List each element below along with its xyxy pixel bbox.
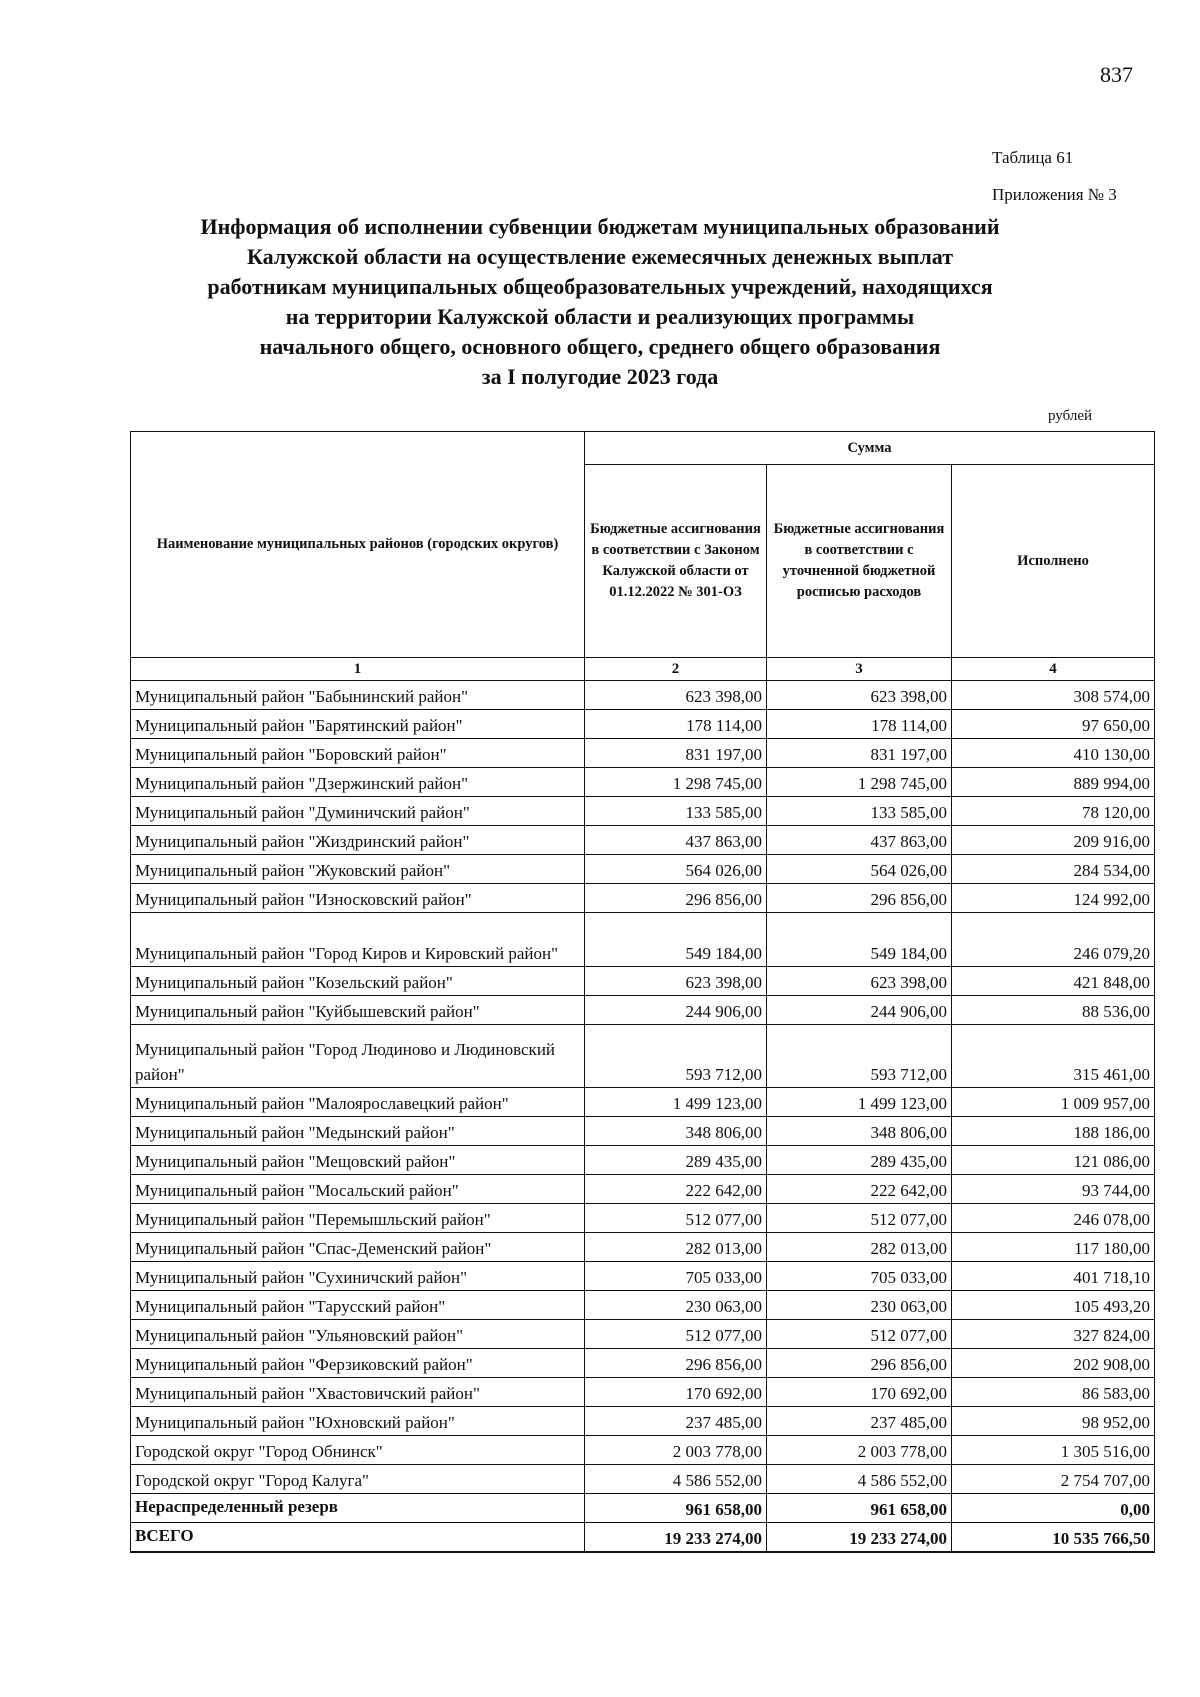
row-name: Муниципальный район "Жуковский район"	[131, 855, 585, 884]
cell-refined-allocation: 19 233 274,00	[767, 1523, 952, 1552]
cell-law-allocation: 623 398,00	[585, 967, 767, 996]
cell-executed: 410 130,00	[952, 739, 1155, 768]
cell-executed: 124 992,00	[952, 884, 1155, 913]
row-name: Муниципальный район "Жиздринский район"	[131, 826, 585, 855]
cell-refined-allocation: 244 906,00	[767, 996, 952, 1025]
cell-refined-allocation: 170 692,00	[767, 1378, 952, 1407]
row-name: Муниципальный район "Город Людиново и Людиновский район"	[131, 1025, 585, 1088]
cell-law-allocation: 2 003 778,00	[585, 1436, 767, 1465]
row-name: Муниципальный район "Износковский район"	[131, 884, 585, 913]
row-name: ВСЕГО	[131, 1523, 585, 1552]
cell-refined-allocation: 237 485,00	[767, 1407, 952, 1436]
cell-executed: 209 916,00	[952, 826, 1155, 855]
cell-executed: 889 994,00	[952, 768, 1155, 797]
title-line: Информация об исполнении субвенции бюджетам муниципальных образований	[200, 214, 1000, 239]
cell-law-allocation: 222 642,00	[585, 1175, 767, 1204]
cell-law-allocation: 244 906,00	[585, 996, 767, 1025]
table-row	[131, 1349, 1155, 1378]
row-name: Муниципальный район "Думиничский район"	[131, 797, 585, 826]
reserve-row	[131, 1494, 1155, 1523]
header-sum: Сумма	[585, 432, 1155, 465]
row-name: Муниципальный район "Ульяновский район"	[131, 1320, 585, 1349]
row-name: Муниципальный район "Медынский район"	[131, 1117, 585, 1146]
cell-law-allocation: 296 856,00	[585, 884, 767, 913]
cell-law-allocation: 564 026,00	[585, 855, 767, 884]
cell-executed: 327 824,00	[952, 1320, 1155, 1349]
cell-refined-allocation: 564 026,00	[767, 855, 952, 884]
cell-refined-allocation: 623 398,00	[767, 681, 952, 710]
table-row	[131, 1291, 1155, 1320]
cell-executed: 188 186,00	[952, 1117, 1155, 1146]
cell-refined-allocation: 222 642,00	[767, 1175, 952, 1204]
cell-refined-allocation: 549 184,00	[767, 913, 952, 967]
cell-law-allocation: 133 585,00	[585, 797, 767, 826]
cell-law-allocation: 348 806,00	[585, 1117, 767, 1146]
cell-refined-allocation: 178 114,00	[767, 710, 952, 739]
table-body	[131, 681, 1155, 1552]
cell-law-allocation: 19 233 274,00	[585, 1523, 767, 1552]
column-number: 4	[952, 658, 1155, 681]
row-name: Муниципальный район "Куйбышевский район"	[131, 996, 585, 1025]
cell-executed: 86 583,00	[952, 1378, 1155, 1407]
cell-law-allocation: 705 033,00	[585, 1262, 767, 1291]
table-row	[131, 1025, 1155, 1088]
cell-refined-allocation: 512 077,00	[767, 1320, 952, 1349]
cell-law-allocation: 1 298 745,00	[585, 768, 767, 797]
row-name: Муниципальный район "Малоярославецкий район"	[131, 1088, 585, 1117]
cell-refined-allocation: 282 013,00	[767, 1233, 952, 1262]
cell-executed: 121 086,00	[952, 1146, 1155, 1175]
title-line: Калужской области на осуществление ежемесячных денежных выплат	[246, 244, 954, 269]
cell-executed: 202 908,00	[952, 1349, 1155, 1378]
table-row	[131, 1146, 1155, 1175]
row-name: Муниципальный район "Город Киров и Кировский район"	[131, 913, 585, 967]
title-line: за I полугодие 2023 года	[481, 364, 719, 389]
table-row	[131, 1465, 1155, 1494]
cell-executed: 401 718,10	[952, 1262, 1155, 1291]
row-name: Муниципальный район "Спас-Деменский район"	[131, 1233, 585, 1262]
table-row	[131, 1378, 1155, 1407]
table-row	[131, 797, 1155, 826]
document-title	[150, 212, 1050, 392]
cell-executed: 117 180,00	[952, 1233, 1155, 1262]
cell-refined-allocation: 593 712,00	[767, 1025, 952, 1088]
header-name-column: Наименование муниципальных районов (городских округов)	[131, 432, 585, 658]
cell-executed: 78 120,00	[952, 797, 1155, 826]
cell-executed: 246 079,20	[952, 913, 1155, 967]
cell-refined-allocation: 289 435,00	[767, 1146, 952, 1175]
table-row	[131, 681, 1155, 710]
cell-law-allocation: 512 077,00	[585, 1204, 767, 1233]
row-name: Муниципальный район "Барятинский район"	[131, 710, 585, 739]
cell-refined-allocation: 2 003 778,00	[767, 1436, 952, 1465]
cell-refined-allocation: 1 298 745,00	[767, 768, 952, 797]
table-row	[131, 884, 1155, 913]
cell-refined-allocation: 705 033,00	[767, 1262, 952, 1291]
cell-refined-allocation: 831 197,00	[767, 739, 952, 768]
cell-law-allocation: 437 863,00	[585, 826, 767, 855]
cell-executed: 98 952,00	[952, 1407, 1155, 1436]
row-name: Муниципальный район "Боровский район"	[131, 739, 585, 768]
table-row	[131, 739, 1155, 768]
table-row	[131, 710, 1155, 739]
cell-law-allocation: 178 114,00	[585, 710, 767, 739]
cell-law-allocation: 593 712,00	[585, 1025, 767, 1088]
table-row	[131, 1175, 1155, 1204]
table-row	[131, 1436, 1155, 1465]
cell-executed: 246 078,00	[952, 1204, 1155, 1233]
cell-executed: 284 534,00	[952, 855, 1155, 884]
row-name: Городской округ "Город Калуга"	[131, 1465, 585, 1494]
row-name: Муниципальный район "Мещовский район"	[131, 1146, 585, 1175]
row-name: Муниципальный район "Дзержинский район"	[131, 768, 585, 797]
row-name: Муниципальный район "Бабынинский район"	[131, 681, 585, 710]
cell-law-allocation: 831 197,00	[585, 739, 767, 768]
cell-law-allocation: 623 398,00	[585, 681, 767, 710]
column-number: 3	[767, 658, 952, 681]
row-name: Нераспределенный резерв	[131, 1494, 585, 1523]
total-row	[131, 1523, 1155, 1552]
table-row	[131, 913, 1155, 967]
cell-refined-allocation: 230 063,00	[767, 1291, 952, 1320]
row-name: Муниципальный район "Тарусский район"	[131, 1291, 585, 1320]
cell-executed: 308 574,00	[952, 681, 1155, 710]
cell-law-allocation: 296 856,00	[585, 1349, 767, 1378]
cell-law-allocation: 512 077,00	[585, 1320, 767, 1349]
table-label: Таблица 61	[992, 148, 1074, 167]
title-line: работникам муниципальных общеобразовательных учреждений, находящихся	[207, 274, 993, 299]
row-name: Муниципальный район "Хвастовичский район"	[131, 1378, 585, 1407]
cell-law-allocation: 289 435,00	[585, 1146, 767, 1175]
report-table	[130, 431, 1155, 1553]
cell-executed: 421 848,00	[952, 967, 1155, 996]
table-row	[131, 1233, 1155, 1262]
cell-refined-allocation: 348 806,00	[767, 1117, 952, 1146]
cell-law-allocation: 230 063,00	[585, 1291, 767, 1320]
row-name: Муниципальный район "Сухиничский район"	[131, 1262, 585, 1291]
cell-executed: 315 461,00	[952, 1025, 1155, 1088]
cell-executed: 88 536,00	[952, 996, 1155, 1025]
row-name: Городской округ "Город Обнинск"	[131, 1436, 585, 1465]
table-row	[131, 768, 1155, 797]
header-executed: Исполнено	[952, 465, 1155, 658]
row-name: Муниципальный район "Юхновский район"	[131, 1407, 585, 1436]
title-line: на территории Калужской области и реализующих программы	[285, 304, 915, 329]
header-law-allocations: Бюджетные ассигнования в соответствии с Законом Калужской области от 01.12.2022 № 301-ОЗ	[585, 465, 767, 658]
row-name: Муниципальный район "Перемышльский район"	[131, 1204, 585, 1233]
cell-executed: 105 493,20	[952, 1291, 1155, 1320]
cell-executed: 10 535 766,50	[952, 1523, 1155, 1552]
row-name: Муниципальный район "Козельский район"	[131, 967, 585, 996]
table-row	[131, 1407, 1155, 1436]
table-row	[131, 1320, 1155, 1349]
cell-refined-allocation: 961 658,00	[767, 1494, 952, 1523]
table-row	[131, 826, 1155, 855]
cell-law-allocation: 170 692,00	[585, 1378, 767, 1407]
cell-law-allocation: 1 499 123,00	[585, 1088, 767, 1117]
cell-law-allocation: 961 658,00	[585, 1494, 767, 1523]
cell-refined-allocation: 437 863,00	[767, 826, 952, 855]
table-row	[131, 1204, 1155, 1233]
cell-law-allocation: 237 485,00	[585, 1407, 767, 1436]
cell-executed: 0,00	[952, 1494, 1155, 1523]
cell-executed: 97 650,00	[952, 710, 1155, 739]
units-label: рублей	[1048, 408, 1093, 424]
cell-law-allocation: 549 184,00	[585, 913, 767, 967]
cell-executed: 1 305 516,00	[952, 1436, 1155, 1465]
cell-refined-allocation: 133 585,00	[767, 797, 952, 826]
table-row	[131, 996, 1155, 1025]
cell-executed: 2 754 707,00	[952, 1465, 1155, 1494]
table-row	[131, 967, 1155, 996]
page-number: 837	[1100, 62, 1133, 87]
title-line: начального общего, основного общего, среднего общего образования	[259, 334, 941, 359]
table-row	[131, 855, 1155, 884]
cell-refined-allocation: 512 077,00	[767, 1204, 952, 1233]
table-row	[131, 1262, 1155, 1291]
cell-refined-allocation: 296 856,00	[767, 1349, 952, 1378]
column-number: 2	[585, 658, 767, 681]
row-name: Муниципальный район "Мосальский район"	[131, 1175, 585, 1204]
appendix-label: Приложения № 3	[992, 185, 1117, 204]
table-row	[131, 1088, 1155, 1117]
cell-refined-allocation: 4 586 552,00	[767, 1465, 952, 1494]
cell-refined-allocation: 1 499 123,00	[767, 1088, 952, 1117]
cell-refined-allocation: 623 398,00	[767, 967, 952, 996]
column-number: 1	[131, 658, 585, 681]
cell-refined-allocation: 296 856,00	[767, 884, 952, 913]
cell-law-allocation: 282 013,00	[585, 1233, 767, 1262]
cell-executed: 93 744,00	[952, 1175, 1155, 1204]
cell-executed: 1 009 957,00	[952, 1088, 1155, 1117]
cell-law-allocation: 4 586 552,00	[585, 1465, 767, 1494]
row-name: Муниципальный район "Ферзиковский район"	[131, 1349, 585, 1378]
table-row	[131, 1117, 1155, 1146]
header-refined-allocations: Бюджетные ассигнования в соответствии с уточненной бюджетной росписью расходов	[767, 465, 952, 658]
